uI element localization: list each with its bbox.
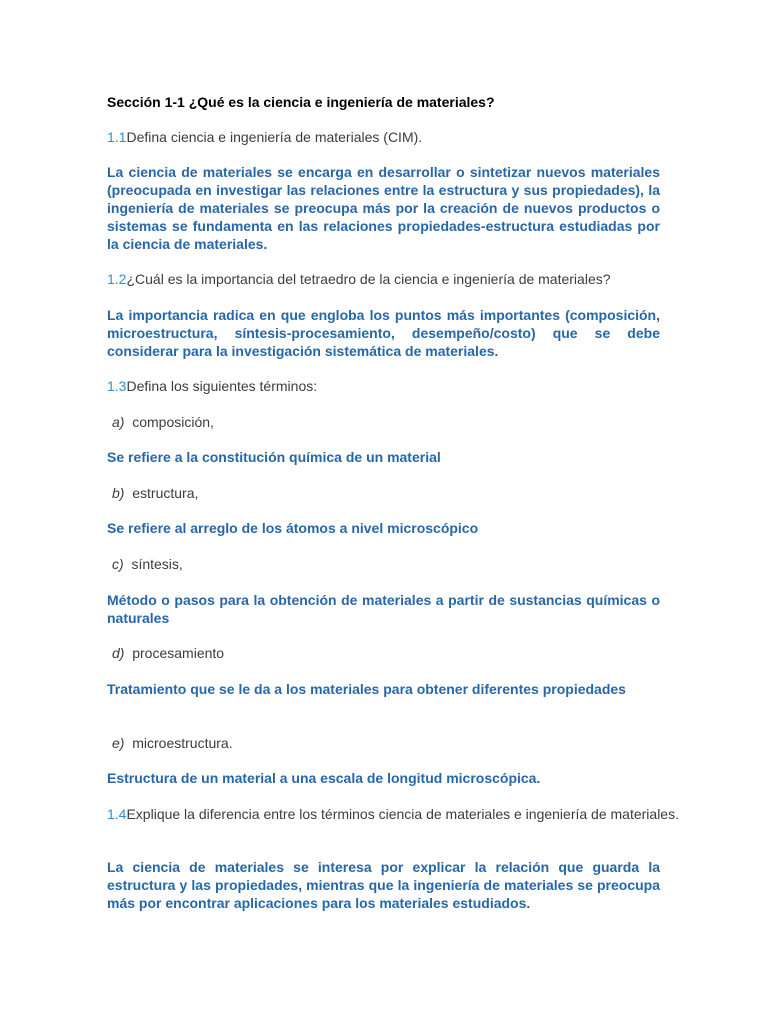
term-a-answer: Se refiere a la constitución química de un material xyxy=(107,449,441,465)
term-text: estructura, xyxy=(132,485,199,501)
term-letter: a) xyxy=(112,414,125,430)
term-letter: b) xyxy=(112,485,125,501)
term-d-answer: Tratamiento que se le da a los materiales para obtener diferentes propiedades xyxy=(107,681,626,697)
question-number: 1.4 xyxy=(107,806,127,822)
question-1-3 xyxy=(107,377,660,395)
question-number: 1.1 xyxy=(107,129,127,145)
question-text: Explique la diferencia entre los términos ciencia de materiales e ingeniería de materiales. xyxy=(126,806,679,822)
term-letter: c) xyxy=(112,556,124,572)
term-b xyxy=(112,484,665,502)
answer-1-1: La ciencia de materiales se encarga en desarrollar o sintetizar nuevos materiales (preocupada en investigar las relaciones entre la estructura y sus propiedades), la ingeniería de materiales se preocupa más por la creación de nuevos productos o sistemas se fundamenta en las relaciones propiedades-estructura estudiadas por la ciencia de materiales. xyxy=(107,164,660,252)
term-text: síntesis, xyxy=(131,556,183,572)
term-e-answer: Estructura de un material a una escala de longitud microscópica. xyxy=(107,770,541,786)
term-c xyxy=(112,555,665,573)
term-text: microestructura. xyxy=(132,735,233,751)
term-a xyxy=(112,413,665,431)
question-1-2 xyxy=(107,270,660,288)
answer-1-4: La ciencia de materiales se interesa por explicar la relación que guarda la estructura y las propiedades, mientras que la ingeniería de materiales se preocupa más por encontrar aplicaciones para los materiales estudiados. xyxy=(107,859,660,911)
section-heading: Sección 1-1 ¿Qué es la ciencia e ingeniería de materiales? xyxy=(107,94,495,110)
term-d xyxy=(112,644,665,662)
term-e xyxy=(112,734,665,752)
term-c-answer: Método o pasos para la obtención de materiales a partir de sustancias químicas o naturales xyxy=(107,592,660,626)
question-number: 1.3 xyxy=(107,378,127,394)
question-text: Defina ciencia e ingeniería de materiales (CIM). xyxy=(126,129,423,145)
answer-1-2: La importancia radica en que engloba los puntos más importantes (composición, microestructura, síntesis-procesamiento, desempeño/costo) que se debe considerar para la investigación sistemática de materiales. xyxy=(107,307,660,359)
term-letter: d) xyxy=(112,645,125,661)
question-text: ¿Cuál es la importancia del tetraedro de la ciencia e ingeniería de materiales? xyxy=(126,271,611,287)
question-number: 1.2 xyxy=(107,271,127,287)
term-text: procesamiento xyxy=(132,645,225,661)
term-text: composición, xyxy=(132,414,214,430)
term-b-answer: Se refiere al arreglo de los átomos a nivel microscópico xyxy=(107,520,479,536)
question-text: Defina los siguientes términos: xyxy=(126,378,318,394)
term-letter: e) xyxy=(112,735,125,751)
question-1-1 xyxy=(107,128,660,146)
question-1-4 xyxy=(107,805,682,823)
